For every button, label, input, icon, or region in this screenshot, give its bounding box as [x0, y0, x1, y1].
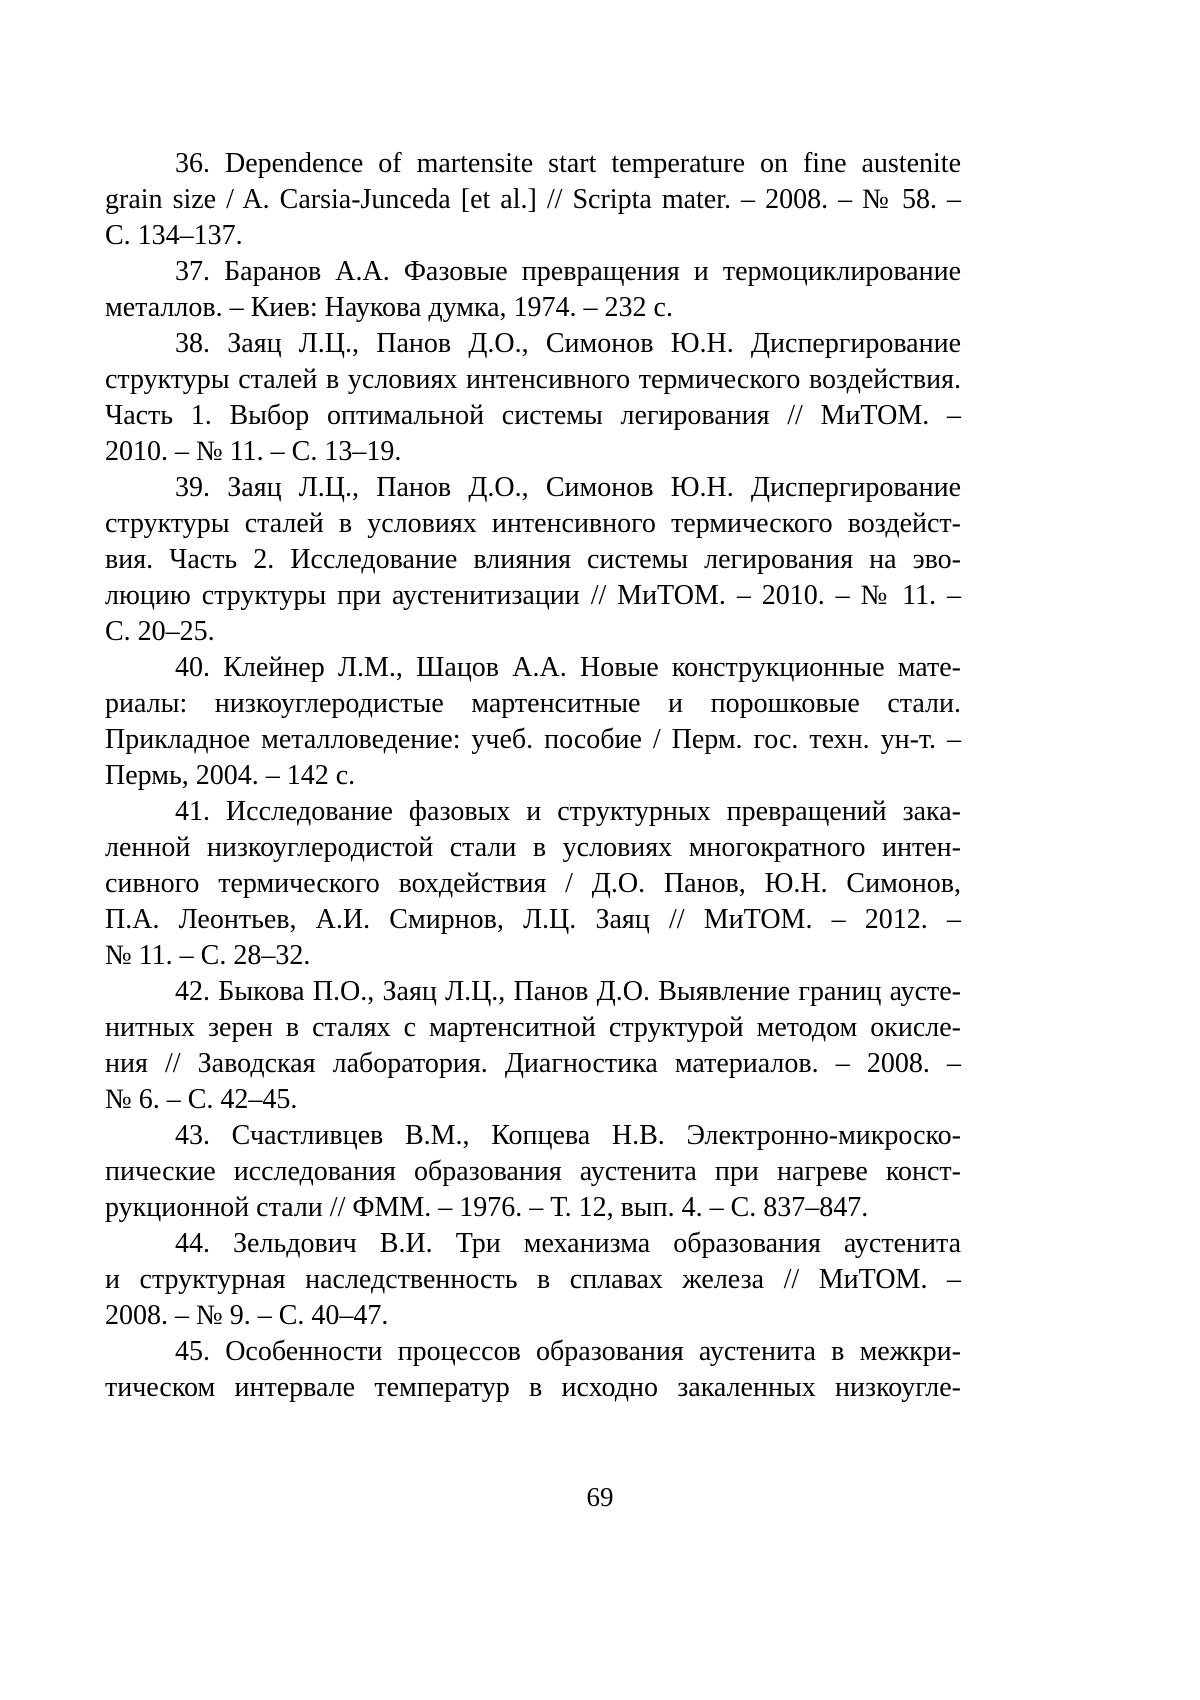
reference-item: [105, 146, 961, 254]
reference-line: ния // Заводская лаборатория. Диагностика материалов. – 2008. –: [105, 1048, 961, 1079]
reference-line: С. 134–137.: [105, 220, 243, 251]
reference-line: С. 20–25.: [105, 616, 215, 647]
reference-line: люцию структуры при аустенитизации // МиТОМ. – 2010. – № 11. –: [105, 580, 961, 611]
reference-line: 2008. – № 9. – С. 40–47.: [105, 1300, 389, 1331]
reference-line: металлов. – Киев: Наукова думка, 1974. – 232 с.: [105, 292, 673, 323]
reference-line: нитных зерен в сталях с мартенситной структурой методом окисле-: [105, 1012, 961, 1043]
reference-line: 44. Зельдович В.И. Три механизма образования аустенита: [175, 1228, 961, 1259]
reference-line: 42. Быкова П.О., Заяц Л.Ц., Панов Д.О. Выявление границ аусте-: [175, 976, 961, 1007]
reference-line: 37. Баранов А.А. Фазовые превращения и термоциклирование: [175, 256, 961, 287]
reference-line: 39. Заяц Л.Ц., Панов Д.О., Симонов Ю.Н. Диспергирование: [175, 472, 961, 503]
reference-line: структуры сталей в условиях интенсивного термического воздейст-: [105, 508, 961, 539]
reference-item: [105, 650, 961, 794]
reference-line: Прикладное металловедение: учеб. пособие / Перм. гос. техн. ун-т. –: [105, 724, 961, 755]
reference-item: [105, 326, 961, 470]
reference-line: 43. Счастливцев В.М., Копцева Н.В. Электронно-микроско-: [175, 1120, 961, 1151]
reference-line: grain size / A. Carsia-Junceda [et al.] // Scripta mater. – 2008. – № 58. –: [105, 184, 961, 215]
reference-item: [105, 1226, 961, 1334]
reference-line: рукционной стали // ФММ. – 1976. – Т. 12, вып. 4. – С. 837–847.: [105, 1192, 869, 1223]
reference-line: 2010. – № 11. – С. 13–19.: [105, 436, 402, 467]
reference-line: № 6. – С. 42–45.: [105, 1084, 298, 1115]
reference-item: [105, 974, 961, 1118]
reference-line: пические исследования образования аустенита при нагреве конст-: [105, 1156, 961, 1187]
reference-item: [105, 1334, 961, 1406]
reference-line: П.А. Леонтьев, А.И. Смирнов, Л.Ц. Заяц // МиТОМ. – 2012. –: [105, 904, 961, 935]
reference-line: структуры сталей в условиях интенсивного термического воздействия.: [105, 364, 961, 395]
reference-line: Пермь, 2004. – 142 с.: [105, 760, 356, 791]
page-number: 69: [586, 1482, 614, 1512]
reference-item: [105, 794, 961, 974]
reference-line: 36. Dependence of martensite start temperature on fine austenite: [175, 148, 961, 179]
reference-line: 41. Исследование фазовых и структурных превращений зака-: [175, 796, 961, 827]
reference-line: и структурная наследственность в сплавах железа // МиТОМ. –: [105, 1264, 961, 1295]
reference-line: ленной низкоуглеродистой стали в условиях многократного интен-: [105, 832, 961, 863]
reference-line: вия. Часть 2. Исследование влияния системы легирования на эво-: [105, 544, 961, 575]
references-list: [105, 146, 961, 1406]
reference-item: [105, 254, 961, 326]
reference-line: тическом интервале температур в исходно закаленных низкоугле-: [105, 1372, 961, 1403]
reference-line: сивного термического вохдействия / Д.О. Панов, Ю.Н. Симонов,: [105, 868, 961, 899]
reference-line: 45. Особенности процессов образования аустенита в межкри-: [175, 1336, 961, 1367]
reference-line: 40. Клейнер Л.М., Шацов А.А. Новые конструкционные мате-: [175, 652, 961, 683]
reference-line: 38. Заяц Л.Ц., Панов Д.О., Симонов Ю.Н. Диспергирование: [175, 328, 961, 359]
reference-line: риалы: низкоуглеродистые мартенситные и порошковые стали.: [105, 688, 961, 719]
reference-item: [105, 470, 961, 650]
reference-item: [105, 1118, 961, 1226]
reference-line: № 11. – С. 28–32.: [105, 940, 311, 971]
reference-line: Часть 1. Выбор оптимальной системы легирования // МиТОМ. –: [105, 400, 961, 431]
